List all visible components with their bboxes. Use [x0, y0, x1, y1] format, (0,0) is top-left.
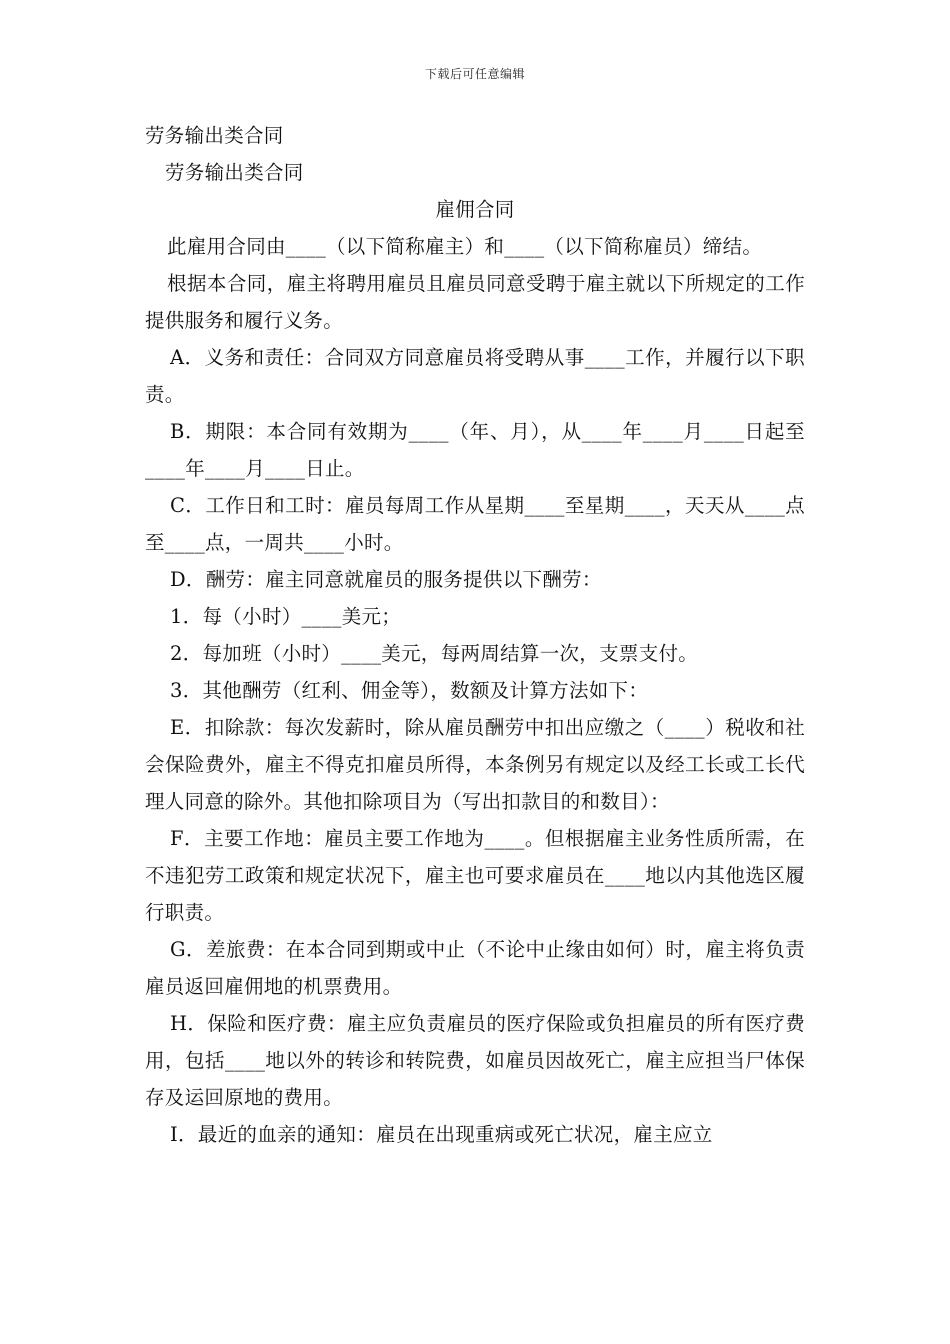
document-title: 劳务输出类合同: [145, 124, 284, 147]
clause-d-item-2: 2．每加班（小时）____美元，每两周结算一次，支票支付。: [170, 642, 699, 665]
document-body: [145, 117, 805, 1153]
contract-heading: 雇佣合同: [435, 198, 515, 221]
clause-e-deductions: E．扣除款：每次发薪时，除从雇员酬劳中扣出应缴之（____）税收和社会保险费外，雇主不得克扣雇员所得，本条例另有规定以及经工长或工长代理人同意的除外。其他扣除项目为（写出扣款目的和数目）：: [145, 716, 805, 813]
paragraph-intro: 此雇用合同由____（以下简称雇主）和____（以下简称雇员）缔结。: [167, 235, 763, 258]
clause-d-item-1: 1．每（小时）____美元；: [170, 605, 402, 628]
clause-h-insurance: H．保险和医疗费：雇主应负责雇员的医疗保险或负担雇员的所有医疗费用，包括____地以外的转诊和转院费，如雇员因故死亡，雇主应担当尸体保存及运回原地的费用。: [145, 1012, 805, 1109]
document-subtitle: 劳务输出类合同: [165, 161, 304, 184]
clause-c-hours: C．工作日和工时：雇员每周工作从星期____至星期____，天天从____点至____点，一周共____小时。: [145, 494, 805, 554]
clause-d-compensation: D．酬劳：雇主同意就雇员的服务提供以下酬劳：: [170, 568, 602, 591]
paragraph-basis: 根据本合同，雇主将聘用雇员且雇员同意受聘于雇主就以下所规定的工作提供服务和履行义务。: [145, 272, 805, 332]
clause-i-notification: I．最近的血亲的通知：雇员在出现重病或死亡状况，雇主应立: [170, 1123, 713, 1146]
clause-g-travel: G．差旅费：在本合同到期或中止（不论中止缘由如何）时，雇主将负责雇员返回雇佣地的机票费用。: [145, 938, 805, 998]
clause-a-duties: A．义务和责任：合同双方同意雇员将受聘从事____工作，并履行以下职责。: [145, 346, 805, 406]
clause-f-workplace: F．主要工作地：雇员主要工作地为____。但根据雇主业务性质所需，在不违犯劳工政策和规定状况下，雇主也可要求雇员在____地以内其他选区履行职责。: [145, 827, 805, 924]
page-header: 下载后可任意编辑: [424, 67, 525, 81]
clause-b-term: B．期限：本合同有效期为____（年、月），从____年____月____日起至____年____月____日止。: [145, 420, 805, 480]
clause-d-item-3: 3．其他酬劳（红利、佣金等），数额及计算方法如下：: [170, 679, 649, 702]
